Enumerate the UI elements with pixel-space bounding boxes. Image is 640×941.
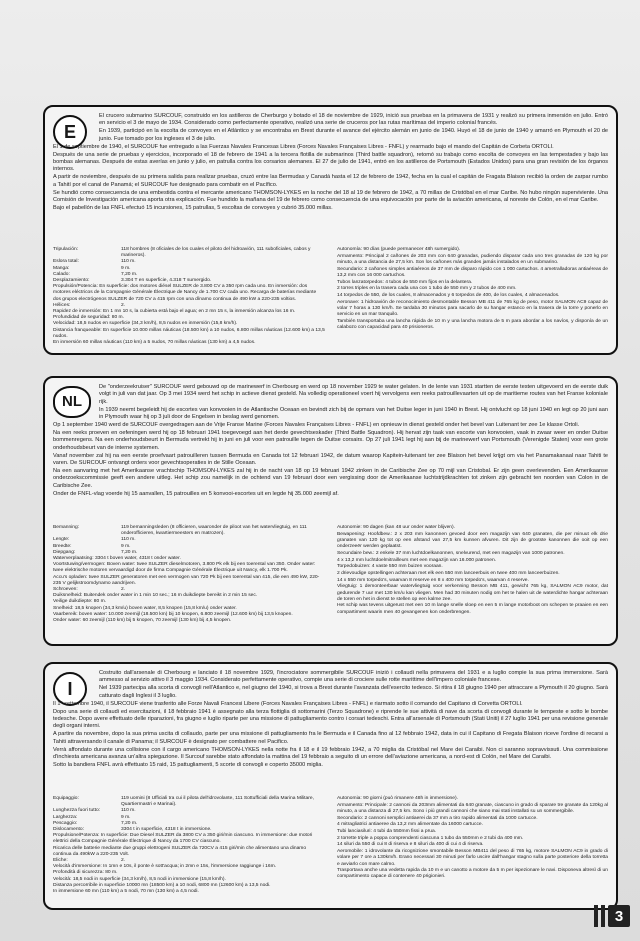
spec-paragraph: Secondario: 2 cannoni semplici antiaerei da 37 mm a tiro rapido alimentati da 1000 cartucce.	[337, 815, 538, 821]
spec-label: Lengte:	[53, 537, 70, 543]
spec-row	[53, 618, 325, 624]
spec-value: In immersione 60 mn (110 km) a 5 nodi, 70 mn (130 km) a 4,5 nodi.	[53, 889, 199, 895]
spec-value: 110 m.	[121, 808, 136, 814]
page-number-bar	[601, 905, 605, 927]
spec-row	[53, 340, 325, 346]
spec-value: 9 m.	[121, 543, 131, 549]
spec-value: 119 bemanningsleden (8 officieren, waaronder de piloot van het watervliegtuig, en 111 onderofficieren, kwartiermeesters en matrozen).	[121, 525, 307, 537]
spec-label: Equipaggio:	[53, 796, 79, 801]
spec-paragraph: Aeromobile: 1 idrovolante da ricognizione smontabile Besson MB411 del peso di 765 kg, motore SALMON AC9 in grado di volare per 7 ore a 130km/h. Erano necessari 30 minuti per farlo uscire dall'hangar stagno sulla parte posteriore della torretta e avviarlo con mare calmo.	[337, 849, 608, 867]
spec-label: Bemanning:	[53, 525, 80, 530]
paragraph: El 1 de septiembre de 1940, el SURCOUF fue entregado a las Fuerzas Navales Francesas Libres (Forces Navales Françaises Libres - FNFL) y rearmado bajo el mando del Capitán de Corbeta ORTOLI.	[53, 143, 554, 150]
paragraph: Vanaf november zal hij na een eerste proefvaart patrouilleren tussen Bermuda en Canada tot 12 februari 1942, de datum waarop Kapitein-luitenant ter zee Blaison het bevel krijgt om via het Panamakanaal naar Tahiti te varen. De SURCOUF ontvangt orders voor gevechtsoperaties in de Stille Oceaan.	[53, 452, 608, 467]
spec-paragraph: Secundario: 2 cañones simples antiaéreos de 37 mm de disparo rápido con 1 000 cartuchos. 4 ametralladoras antiaéreas de 13,2 mm con 16 000 cartuchos.	[337, 266, 608, 278]
spec-value: 3.304 T en superficie, 4.318 T sumergido.	[121, 278, 212, 284]
spec-label: Calado:	[53, 271, 70, 277]
spec-paragraph: También transportaba una lancha rápida de 10 m y una lancha motora de 5 m para abordar a los navíos, y disponía de un calabozo con capacidad para 40 prisioneros.	[337, 318, 608, 330]
spec-row	[53, 846, 325, 858]
spec-label: Dislocamento:	[53, 827, 84, 833]
spec-row	[53, 889, 325, 895]
paragraph: A partire da novembre, dopo la sua prima uscita di collaudo, parte per una missione di pattugliamento fra le Bermuda e il Canada fino al 12 febbraio 1942, data in cui il Capitano di Fregata Blaison riceve l'ordine di recarsi a Tahiti attraversando il canale di Panama; il SURCOUF è designato per combattere nel Pacifico.	[53, 731, 608, 745]
paragraph: Sotto la bandiera FNFL avrà effettuato 15 raid, 15 pattugliamenti, 5 scorte di convogli e coperto 35000 miglia.	[53, 761, 323, 768]
spec-row	[53, 833, 325, 845]
spec-label: Schroeven:	[53, 587, 78, 593]
spec-value: Duiksnelheid: Buitendek onder water in 1 min 10 sec.; 16 m duikdiepte bereikt in 2 min 15 sec.	[53, 593, 258, 599]
spec-value: 7,20 m.	[121, 820, 138, 826]
paragraph: Il 1° settembre 1940, il SURCOUF viene trasferito alle Forze Navali Francesi Libere (Forces Navales Françaises Libres - FNFL) e riarmato sotto il comando del Capitano di Corvetta ORTOLI.	[53, 700, 523, 707]
spec-paragraph: Tubi lanciasiluri: 4 tubi da 550mm fissi a prua.	[337, 829, 437, 835]
spec-paragraph: 2 drievoudige opstellingen achteraan met elk een 550 mm lanceerbuis en twee 400 mm lanceerbuizen.	[337, 570, 560, 576]
spec-label: Diepgang:	[53, 549, 76, 555]
spec-value: Propulsione/Potenza: In superficie: Due Diesel SULZER da 3800 CV a 350 giri/min ciascuno. In immersione: due motori elettrici della Compagnie Générale Électrique di Nancy da 1700 CV ciascuno.	[53, 833, 313, 845]
spec-row	[53, 575, 325, 587]
spec-value: Profondità di sicurezza: 80 m.	[53, 870, 118, 876]
spec-value: 9 m.	[121, 265, 131, 271]
spec-row	[53, 796, 325, 808]
spec-label: Breedte:	[53, 543, 72, 549]
spec-value: Voortstuwing/vermogen: Boven water: twee SULZER dieselmotoren, 3.800 Pk elk bij een toerental van 350. Onder water: twee elektrische motoren vervaardigd door de firma Compagnie Générale Électrique uit Nancy, elk 1.700 Pk.	[53, 562, 316, 574]
paragraph: In 1939 neemt begeleidt hij de escortes van konvooien in de Atlantische Oceaan en bevindt zich bij de opmars van het Duitse leger in juni 1940 in Brest. Hij ontvlucht op 18 juni 1940 en legt op 20 juni aan in Plymouth waar hij op 3 juli door de Engelsen in beslag werd genomen.	[99, 406, 608, 421]
spec-value: 2.	[121, 302, 126, 308]
specs-right-nl	[337, 525, 608, 616]
page-number	[594, 905, 630, 927]
spec-paragraph: Autonomie: 90 dagen (kan 48 uur onder water blijven).	[337, 525, 455, 530]
paragraph: Na een aanvaring met het Amerikaanse vrachtschip THOMSON-LYKES zal hij in de nacht van 18 op 19 februari 1942 zinken in de Caribische Zee op 70 mijl van Cristobal. Er zijn geen overlevenden. Een Amerikaanse onderzoekscommissie geeft een andere uitleg. Het schip zou namelijk in de ochtend van 19 februari door een vergissing door de Amerikaanse luchtstrijdkrachten tot zinken zijn gebracht ten noorden van Colon in de Caribische Zee.	[53, 467, 608, 489]
spec-paragraph: Tubos lanzatorpedos: 4 tubos de 550 mm fijos en la delantera.	[337, 279, 473, 285]
spec-value: Profundidad de seguridad: 80 m.	[53, 315, 124, 321]
spec-value: Veilige duikdiepte: 80 m.	[53, 599, 107, 605]
section-italian	[43, 662, 618, 910]
paragraph: Nel 1939 partecipa alla scorta di convogli nell'Atlantico e, nel giugno del 1940, si trova a Brest durante l'avanzata dell'esercito tedesco. Si ritira il 18 giugno 1940 per attraccare a Plymouth il 20 giugno. Sarà catturato dagli Inglesi il 3 luglio.	[99, 685, 608, 699]
spec-value: Vaarbereik: boven water: 10.000 zeemijl (18.500 km) bij 10 knopen, 6.800 zeemijl (12.600 km) bij 13,5 knopen.	[53, 611, 293, 617]
spec-paragraph: 4 mitragliatrici antiaeree da 13,2 mm alimentate da 16000 cartucce.	[337, 822, 483, 828]
spec-row	[53, 247, 325, 259]
paragraph: Na een reeks proeven en oefeningen werd hij op 18 februari 1941 toegevoegd aan het derde gevechtseskader (Third Battle Squadron). Hij hervat zijn taak van escorte van konvooien, vaak in zwaar weer en onder Duitse bommenregens. Na een onderhoudsbeurt in Bermuda vertrekt hij in juni en juli voor een patrouille tegen de Duitse corsairs. Op 27 juli 1941 legt hij aan bij de marinewerf van Portsmouth (Verenigde Staten) voor een grote onderhoudsbeurt van de interne systemen.	[53, 429, 608, 451]
spec-value: Ricarica delle batterie mediante due gruppi elettrogeni SULZER da 720CV a 415 giri/min che alimentano una dinamo continua da 490kW a 220-235 Volt.	[53, 845, 307, 857]
specs-right-it	[337, 796, 608, 881]
spec-label: Pescaggio:	[53, 820, 78, 826]
intro-text-nl	[53, 384, 608, 499]
spec-value: Velocità d'immersione: In 1mn e 10s, il ponte è sott'acqua; in 2mn e 15s, l'immersione raggiunge i 16m.	[53, 864, 276, 870]
spec-value: Snelheid: 18,5 knopen (34,3 km/u) boven water, 8,5 knopen (15,8 km/u) onder water.	[53, 605, 237, 611]
spec-row	[53, 525, 325, 537]
spec-paragraph: Autonomia: 90 giorni (può rimanere 48h in immersione).	[337, 796, 458, 801]
spec-value: En inmersión 60 millas náuticas (110 km) a 5 nudos, 70 millas náuticas (130 km) a 4,5 nudos.	[53, 340, 256, 346]
spec-paragraph: 14 x 550 mm torpedo's, waarvan 8 reserve en 8 x 400 mm torpedo's, waarvan 4 reserve.	[337, 577, 529, 583]
spec-value: Distanza percorribile in superficie 10000 mn (18500 km) a 10 nodi, 6800 mn (12600 km) a 13,5 nodi.	[53, 882, 271, 888]
spec-paragraph: 4 x 13,2 mm luchtdoelmitrailleurs met een magazijn van 16.000 patronen.	[337, 557, 497, 563]
paragraph: Se hundió como consecuencia de una embestida contra el mercante americano THOMSON-LYKES en la noche del 18 al 19 de febrero de 1942, a 70 millas de Cristóbal en el mar Caribe. No hubo ningún superviviente. Una Comisión de Investigación americana aporta otra explicación. Fue hundido la mañana del 19 de febrero como consecuencia de una equivocación por parte de la aviación americana, al noreste de Colón, en el mar Caribe.	[53, 189, 608, 203]
spec-value: Rapidez de inmersión: En 1 mn 10 s, la cubierta está bajo el agua; en 2 mn 15 s, la inmersión alcanza los 16 m.	[53, 309, 296, 315]
spec-value: 110 m.	[121, 259, 136, 265]
spec-paragraph: 2 torres triples en la trasera cada una con 1 tubo de 550 mm y 2 tubos de 400 mm.	[337, 286, 517, 292]
intro-text-es	[53, 113, 608, 213]
paragraph: Dopo una serie di collaudi ed esercitazioni, il 18 febbraio 1941 è assegnato alla terza flottiglia di sottomarini (Terzo Squadrone) e riprende le sue attività di nave da scorta di convogli durante le tempeste e sotto le bombe tedesche. Dopo avere effettuato delle riparazioni, fra giugno e luglio riparte per una missione di pattugliamento contro i corsari tedeschi. Entra all'arsenale di Portsmouth (Stati Uniti) il 27 luglio 1941 per una revisione generale degli organi interni.	[53, 708, 608, 730]
spec-paragraph: Trasportava anche una vedetta rapida da 10 m e un canotto a motore da 5 m per ispezionare le navi. Disponeva altresì di un compartimento capace di contenere 40 prigionieri.	[337, 868, 608, 880]
paragraph: Op 1 september 1940 werd de SURCOUF overgedragen aan de Vrije Franse Marine (Forces Navales Françaises Libres - FNFL) en opnieuw in dienst gesteld onder het bevel van Luitenant ter zee 1e klasse Ortoli.	[53, 422, 580, 429]
spec-paragraph: 14 torpedos de 550, de los cuales, 8 almacenados y 6 torpedos de 400, de los cuales, 4 almacenados.	[337, 292, 560, 298]
page-number-label: 3	[608, 905, 630, 927]
spec-paragraph: Armamento: Principale: 2 cannoni da 203mm alimentati da 640 granate, ciascuno in grado di sparare tre granate da 120kg al minuto, a una distanza di 27,5 km. Sono i più grandi cannoni che siano mai stati installati su un sommergibile.	[337, 802, 608, 814]
spec-value: 119 uomini (8 Ufficiali tra cui il pilota dell'idrovolante, 111 Sottufficiali della Marina Militare, Quartiermastri e Marinai).	[121, 796, 314, 808]
spec-value: Accu's opladen: twee SULZER generatoren met een vermogen van 720 Pk bij een toerental van 415, die een 490 kW, 220-235 V gelijkstroomdynamo aandrijven.	[53, 574, 320, 586]
spec-value: 2.	[121, 587, 126, 593]
page-number-bar	[594, 905, 598, 927]
spec-label: Larghezza:	[53, 814, 78, 820]
language-badge-nl: NL	[53, 386, 91, 418]
specs-left-es	[53, 247, 325, 346]
spec-value: 110 m.	[121, 537, 136, 543]
spec-label: Desplazamiento:	[53, 278, 90, 284]
paragraph: Costruito dall'arsenale di Cherbourg e lanciato il 18 novembre 1929, l'incrociatore sommergibile SURCOUF iniziò i collaudi nella primavera del 1931 e a luglio compie la sua prima immersione. Sarà ammesso al servizio attivo il 3 maggio 1934. Considerato perfettamente operativo, compie una serie di crociere sulle rotte marittime dell'impero coloniale francese.	[99, 670, 608, 684]
paragraph: Bajo el pabellón de las FNFL efectuó 15 incursiones, 15 patrullas, 5 escoltas de convoyes y cubrió 35.000 millas.	[53, 204, 333, 211]
paragraph: Después de una serie de pruebas y ejercicios, incorporado el 18 de febrero de 1941 a la tercera flotilla de submarinos (Third battle squadron), retomó su trabajo como escolta de convoyes en las tempestades y bajo las bombas alemanas. Después de estas averías en junio y julio, en patrulla contra los corsarios alemanes. El 27 de julio de 1941, entró en los astilleros de Portsmouth (Estados Unidos) para una gran revisión de los órganos internos.	[53, 151, 608, 173]
spec-paragraph: Armamento: Principal 2 cañones de 203 mm con 640 granadas, pudiendo disparar cada uno tres granadas de 120 kg por minuto, a una distancia de 27,5 km. Son los cañones más grandes jamás instalados en un submarino.	[337, 253, 608, 265]
spec-label: Manga:	[53, 265, 70, 271]
spec-value: Velocità: 18,5 nodi in superficie (34,3 km/h), 8,5 nodi in immersione (15,8 km/h).	[53, 876, 226, 882]
spec-value: 7,20 m.	[121, 271, 138, 277]
spec-paragraph: 14 siluri da 550 di cui 8 di riserva e 8 siluri da 400 di cui 4 di riserva.	[337, 842, 484, 848]
spec-value: 3304 t in superficie, 4318 t in immersione.	[121, 827, 212, 833]
spec-value: 7,20 m.	[121, 549, 138, 555]
specs-left-nl	[53, 525, 325, 624]
spec-value: 9 m.	[121, 814, 131, 820]
spec-paragraph: Autonomía: 90 días (puede permanecer 48h sumergido).	[337, 247, 461, 252]
spec-label: Tripulación:	[53, 247, 79, 252]
spec-paragraph: Bewapening: Hoofdbew.: 2 x 203 mm kanonnen gevoed door een magazijn van 640 granaten, die per minuut elk drie granaten van 120 kg tot op een afstand van 27,5 km kunnen afvuren. Dit zijn de grootste kanonnen die ooit op een onderzeeër werden geplaatst.	[337, 531, 608, 550]
paragraph: De "onderzeekruiser" SURCOUF werd gebouwd op de marinewerf in Cherbourg en werd op 18 november 1929 te water gelaten. In de lente van 1931 startten de eerste testen uitgevoerd en de eerste duik volgt in juli van dat jaar. Op 3 mei 1934 werd het schip in actieve dienst gesteld. Na volledig operationeel voert hij vervolgens een reeks patrouillevaarten uit op de maritieme routes van het Franse koloniale rijk.	[99, 384, 608, 405]
spec-row	[53, 562, 325, 574]
paragraph: Verrà affondato durante una collisione con il cargo americano THOMSON-LYKES nella notte fra il 18 e il 19 febbraio 1942, a 70 miglia da Cristóbal nel Mare dei Caraibi. Non ci saranno sopravvissuti. Una commissione d'inchiesta americana avanza un'altra spiegazione. Il Surcouf sarebbe stato affondato la mattina del 19 febbraio a seguito di un errore dell'aviazione americana, a nord-est di Colón, nel Mare dei Caraibi.	[53, 746, 608, 760]
paragraph: En 1939, participó en la escolta de convoyes en el Atlántico y se encontraba en Brest durante el avance del ejército alemán en junio de 1940. Huyó el 18 de junio de 1940 y amarró en Plymouth el 20 de junio. Fue tomado por los ingleses el 3 de julio.	[99, 128, 608, 142]
spec-paragraph: Het schip was tevens uitgerust met een 10 m lange snelle sloep en een 5 m lange motorboot om schepen te praaien en een compartiment waarin men 40 gevangenen kon onderbrengen.	[337, 603, 608, 615]
paragraph: A partir de noviembre, después de su primera salida para realizar pruebas, cruzó entre las Bermudas y Canadá hasta el 12 de febrero de 1942, fecha en la cual el capitán de Fragata Blaison recibió la orden de zarpar rumbo a Tahití por el canal de Panamá; el SURCOUF fue designado para combatir en el Pacífico.	[53, 174, 608, 188]
spec-paragraph: Torpedobuizen: 4 vaste 550 mm buizen vooraan.	[337, 564, 443, 570]
section-dutch	[43, 376, 618, 646]
specs-right-es	[337, 247, 608, 332]
language-badge-it: I	[53, 672, 87, 706]
spec-value: 118 hombres (8 oficiales de los cuales el piloto del hidroavión, 111 suboficiales, cabos y marineros).	[121, 247, 311, 259]
spec-value: Velocidad: 18,5 nudos en superficie (34,3 km/h), 8,5 nudos en inmersión (15,8 km/h).	[53, 321, 238, 327]
spec-label: Hélices:	[53, 302, 71, 308]
paragraph: El crucero submarino SURCOUF, construido en los astilleros de Cherburgo y botado el 18 de noviembre de 1929, inició sus pruebas en la primavera de 1931 y realizó su primera inmersión en julio. Entró en servicio el 3 de mayo de 1934. Considerado como perfectamente operativo, realizó una serie de cruceros por las rutas marítimas del imperio colonial francés.	[99, 113, 608, 127]
spec-paragraph: Secundaire bew.: 2 enkele 37 mm luchtdoelkanonnen, snelvurend, met een magazijn van 1000 patronen.	[337, 550, 565, 556]
spec-paragraph: Vliegtuig: 1 demonteerbaar watervliegtuig voor verkenning Besson MB 411, gewicht 765 kg, SALMON AC9 motor, dat gedurende 7 uur met 130 km/u kan vliegen. Men had 30 minuten nodig om het te halen uit de waterdichte hangar achteraan de toren en het in dienst te stellen op een kalme zee.	[337, 584, 608, 602]
spec-label: Lunghezza fuori tutto:	[53, 808, 101, 814]
spec-row	[53, 284, 325, 303]
specs-left-it	[53, 796, 325, 895]
spec-row	[53, 328, 325, 340]
paragraph: Onder de FNFL-vlag voerde hij 15 aanvallen, 15 patrouilles en 5 konvooi-escortes uit en legde hij 35.000 zeemijl af.	[53, 490, 339, 497]
spec-paragraph: Aeronave: 1 hidroavión de reconocimiento desmontable Besson MB 411 de 765 kg de peso, motor SALMON AC9 capaz de volar 7 horas a 130 km/h. Se tardaba 30 minutos para sacarlo de su hangar estanco en la trasera de la torre y ponerlo en servicio en un mar tranquilo.	[337, 299, 608, 318]
language-badge-es: E	[53, 115, 87, 149]
section-spanish	[43, 105, 618, 355]
spec-value: Waterverplaatsing: 3304 t boven water, 4318 t onder water.	[53, 556, 181, 562]
spec-value: 2.	[121, 858, 126, 864]
spec-paragraph: 2 torrette triple a poppa comprendenti ciascuna 1 tubo da 550mm e 2 tubi da 400 mm.	[337, 835, 524, 841]
spec-label: Eliche:	[53, 858, 68, 864]
intro-text-it	[53, 670, 608, 770]
spec-label: Eslora total:	[53, 259, 79, 265]
spec-value: Distancia franqueable: En superficie 10.000 millas náuticas (18.500 km) a 10 nudos, 6.800 millas náuticas (12.600 km) a 13,5 nudos.	[53, 327, 325, 339]
spec-value: Propulsión/Potencia: En superficie: dos motores diésel SULZER de 3.800 CV a 350 rpm cada uno. En inmersión: dos motores eléctricos de la Compagnie Générale Électrique de Nancy de 1.700 CV cada uno. Recarga de baterías mediante dos grupos electrógenos SULZER de 720 CV a 415 rpm con una dínamo continua de 490 kW a 220-235 voltios.	[53, 284, 317, 302]
spec-value: Onder water: 60 zeemijl (110 km) bij 5 knopen, 70 zeemijl (130 km) bij 4,5 knopen.	[53, 618, 232, 624]
